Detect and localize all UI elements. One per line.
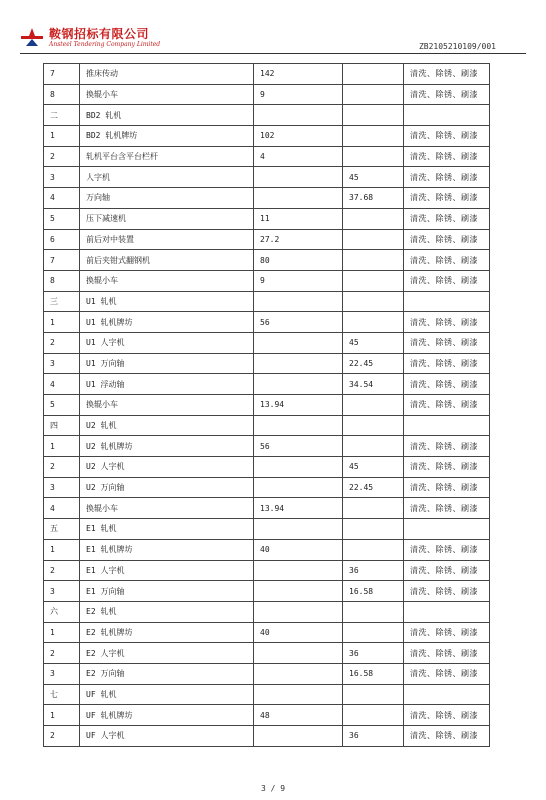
treatment-cell: 清洗、除锈、刷漆 — [404, 167, 490, 188]
table-body — [44, 64, 490, 747]
item-name-cell: U1 浮动轴 — [80, 374, 254, 395]
quantity-b-cell — [343, 415, 404, 436]
quantity-b-cell — [343, 270, 404, 291]
item-name-cell: E1 万向轴 — [80, 581, 254, 602]
quantity-a-cell: 56 — [254, 312, 343, 333]
treatment-cell — [404, 684, 490, 705]
quantity-a-cell — [254, 601, 343, 622]
row-number-cell: 4 — [44, 498, 80, 519]
quantity-b-cell: 16.58 — [343, 663, 404, 684]
row-number-cell: 2 — [44, 560, 80, 581]
table-row — [44, 643, 490, 664]
treatment-cell: 清洗、除锈、刷漆 — [404, 250, 490, 271]
quantity-b-cell — [343, 105, 404, 126]
table-row — [44, 415, 490, 436]
company-name: 鞍钢招标有限公司 — [49, 27, 150, 41]
treatment-cell: 清洗、除锈、刷漆 — [404, 436, 490, 457]
quantity-a-cell: 48 — [254, 705, 343, 726]
treatment-cell — [404, 601, 490, 622]
table-row — [44, 519, 490, 540]
item-name-cell: 轧机平台含平台栏杆 — [80, 146, 254, 167]
quantity-a-cell: 142 — [254, 64, 343, 85]
quantity-b-cell — [343, 146, 404, 167]
table-row — [44, 395, 490, 416]
item-name-cell: 前后夹钳式翻钢机 — [80, 250, 254, 271]
quantity-b-cell: 34.54 — [343, 374, 404, 395]
item-name-cell: U2 万向轴 — [80, 477, 254, 498]
quantity-a-cell — [254, 105, 343, 126]
quantity-b-cell: 45 — [343, 457, 404, 478]
row-number-cell: 四 — [44, 415, 80, 436]
treatment-cell: 清洗、除锈、刷漆 — [404, 353, 490, 374]
row-number-cell: 二 — [44, 105, 80, 126]
table-row — [44, 726, 490, 747]
item-name-cell: 换辊小车 — [80, 498, 254, 519]
row-number-cell: 7 — [44, 64, 80, 85]
item-name-cell: U1 轧机牌坊 — [80, 312, 254, 333]
item-name-cell: E1 轧机 — [80, 519, 254, 540]
quantity-a-cell — [254, 519, 343, 540]
table-row — [44, 208, 490, 229]
row-number-cell: 3 — [44, 167, 80, 188]
quantity-b-cell: 45 — [343, 167, 404, 188]
row-number-cell: 6 — [44, 229, 80, 250]
table-row — [44, 436, 490, 457]
item-name-cell: U2 人字机 — [80, 457, 254, 478]
treatment-cell: 清洗、除锈、刷漆 — [404, 581, 490, 602]
row-number-cell: 六 — [44, 601, 80, 622]
item-name-cell: E2 万向轴 — [80, 663, 254, 684]
item-name-cell: UF 轧机牌坊 — [80, 705, 254, 726]
row-number-cell: 2 — [44, 726, 80, 747]
treatment-cell: 清洗、除锈、刷漆 — [404, 560, 490, 581]
treatment-cell — [404, 519, 490, 540]
quantity-a-cell — [254, 581, 343, 602]
treatment-cell: 清洗、除锈、刷漆 — [404, 457, 490, 478]
ansteel-logo-icon — [20, 27, 44, 47]
treatment-cell: 清洗、除锈、刷漆 — [404, 332, 490, 353]
quantity-b-cell — [343, 436, 404, 457]
row-number-cell: 8 — [44, 270, 80, 291]
row-number-cell: 3 — [44, 477, 80, 498]
table-row — [44, 64, 490, 85]
item-name-cell: U1 人字机 — [80, 332, 254, 353]
item-name-cell: E1 轧机牌坊 — [80, 539, 254, 560]
table-row — [44, 270, 490, 291]
table-row — [44, 622, 490, 643]
table-row — [44, 560, 490, 581]
quantity-b-cell — [343, 684, 404, 705]
treatment-cell: 清洗、除锈、刷漆 — [404, 395, 490, 416]
item-name-cell: U1 万向轴 — [80, 353, 254, 374]
table-row — [44, 705, 490, 726]
treatment-cell: 清洗、除锈、刷漆 — [404, 208, 490, 229]
row-number-cell: 2 — [44, 457, 80, 478]
quantity-a-cell — [254, 643, 343, 664]
table-row — [44, 601, 490, 622]
document-code: ZB2105210109/001 — [418, 42, 496, 51]
item-name-cell: 前后对中装置 — [80, 229, 254, 250]
row-number-cell: 8 — [44, 84, 80, 105]
quantity-b-cell — [343, 539, 404, 560]
quantity-b-cell: 16.58 — [343, 581, 404, 602]
treatment-cell: 清洗、除锈、刷漆 — [404, 188, 490, 209]
row-number-cell: 3 — [44, 581, 80, 602]
quantity-b-cell — [343, 622, 404, 643]
quantity-b-cell — [343, 229, 404, 250]
row-number-cell: 1 — [44, 312, 80, 333]
page-header — [0, 0, 546, 60]
item-name-cell: 人字机 — [80, 167, 254, 188]
item-name-cell: 万向轴 — [80, 188, 254, 209]
table-row — [44, 539, 490, 560]
treatment-cell: 清洗、除锈、刷漆 — [404, 663, 490, 684]
table-row — [44, 477, 490, 498]
quantity-a-cell: 80 — [254, 250, 343, 271]
table-row — [44, 353, 490, 374]
table-row — [44, 84, 490, 105]
table-row — [44, 312, 490, 333]
table-row — [44, 126, 490, 147]
table-row — [44, 457, 490, 478]
quantity-b-cell: 37.68 — [343, 188, 404, 209]
quantity-a-cell: 4 — [254, 146, 343, 167]
quantity-a-cell — [254, 684, 343, 705]
quantity-b-cell — [343, 84, 404, 105]
row-number-cell: 2 — [44, 643, 80, 664]
quantity-b-cell — [343, 126, 404, 147]
treatment-cell: 清洗、除锈、刷漆 — [404, 539, 490, 560]
treatment-cell — [404, 105, 490, 126]
table-row — [44, 663, 490, 684]
quantity-a-cell — [254, 167, 343, 188]
item-name-cell: 压下减速机 — [80, 208, 254, 229]
quantity-b-cell: 22.45 — [343, 353, 404, 374]
quantity-a-cell — [254, 332, 343, 353]
item-name-cell: 换辊小车 — [80, 270, 254, 291]
row-number-cell: 三 — [44, 291, 80, 312]
quantity-b-cell — [343, 250, 404, 271]
quantity-b-cell: 36 — [343, 643, 404, 664]
quantity-a-cell: 11 — [254, 208, 343, 229]
table-row — [44, 167, 490, 188]
item-name-cell: E2 轧机 — [80, 601, 254, 622]
treatment-cell: 清洗、除锈、刷漆 — [404, 477, 490, 498]
quantity-a-cell: 13.94 — [254, 498, 343, 519]
quantity-a-cell — [254, 188, 343, 209]
header-divider — [20, 53, 526, 54]
item-name-cell: UF 人字机 — [80, 726, 254, 747]
treatment-cell: 清洗、除锈、刷漆 — [404, 498, 490, 519]
table-row — [44, 498, 490, 519]
row-number-cell: 1 — [44, 705, 80, 726]
item-name-cell: BD2 轧机牌坊 — [80, 126, 254, 147]
quantity-a-cell — [254, 415, 343, 436]
quantity-a-cell — [254, 353, 343, 374]
quantity-a-cell: 102 — [254, 126, 343, 147]
treatment-cell: 清洗、除锈、刷漆 — [404, 643, 490, 664]
table-row — [44, 188, 490, 209]
quantity-b-cell: 36 — [343, 726, 404, 747]
item-name-cell: U2 轧机牌坊 — [80, 436, 254, 457]
quantity-a-cell: 27.2 — [254, 229, 343, 250]
table-row — [44, 374, 490, 395]
quantity-b-cell — [343, 395, 404, 416]
quantity-b-cell: 45 — [343, 332, 404, 353]
quantity-a-cell — [254, 291, 343, 312]
quantity-b-cell — [343, 64, 404, 85]
treatment-cell: 清洗、除锈、刷漆 — [404, 146, 490, 167]
row-number-cell: 3 — [44, 663, 80, 684]
treatment-cell: 清洗、除锈、刷漆 — [404, 64, 490, 85]
table-row — [44, 105, 490, 126]
quantity-b-cell: 22.45 — [343, 477, 404, 498]
table-row — [44, 581, 490, 602]
treatment-cell: 清洗、除锈、刷漆 — [404, 374, 490, 395]
quantity-a-cell — [254, 477, 343, 498]
row-number-cell: 7 — [44, 250, 80, 271]
row-number-cell: 5 — [44, 208, 80, 229]
table-row — [44, 229, 490, 250]
quantity-b-cell — [343, 312, 404, 333]
row-number-cell: 5 — [44, 395, 80, 416]
quantity-b-cell: 36 — [343, 560, 404, 581]
page-number: 3 / 9 — [260, 784, 286, 793]
quantity-a-cell: 9 — [254, 270, 343, 291]
treatment-cell: 清洗、除锈、刷漆 — [404, 84, 490, 105]
treatment-cell — [404, 415, 490, 436]
quantity-a-cell: 56 — [254, 436, 343, 457]
item-name-cell: UF 轧机 — [80, 684, 254, 705]
quantity-a-cell: 13.94 — [254, 395, 343, 416]
table-row — [44, 146, 490, 167]
treatment-cell: 清洗、除锈、刷漆 — [404, 270, 490, 291]
quantity-a-cell — [254, 726, 343, 747]
row-number-cell: 2 — [44, 146, 80, 167]
quantity-b-cell — [343, 705, 404, 726]
quantity-b-cell — [343, 208, 404, 229]
quantity-a-cell: 9 — [254, 84, 343, 105]
treatment-cell — [404, 291, 490, 312]
treatment-cell: 清洗、除锈、刷漆 — [404, 229, 490, 250]
quantity-b-cell — [343, 601, 404, 622]
row-number-cell: 4 — [44, 374, 80, 395]
quantity-a-cell: 40 — [254, 622, 343, 643]
company-name-english: Ansteel Tendering Company Limited — [49, 41, 161, 48]
treatment-cell: 清洗、除锈、刷漆 — [404, 726, 490, 747]
equipment-table — [43, 63, 490, 747]
row-number-cell: 4 — [44, 188, 80, 209]
item-name-cell: U1 轧机 — [80, 291, 254, 312]
row-number-cell: 五 — [44, 519, 80, 540]
quantity-a-cell — [254, 457, 343, 478]
item-name-cell: E2 轧机牌坊 — [80, 622, 254, 643]
row-number-cell: 七 — [44, 684, 80, 705]
table-row — [44, 291, 490, 312]
table-row — [44, 332, 490, 353]
quantity-a-cell — [254, 663, 343, 684]
quantity-b-cell — [343, 291, 404, 312]
quantity-a-cell — [254, 560, 343, 581]
table-row — [44, 250, 490, 271]
row-number-cell: 2 — [44, 332, 80, 353]
item-name-cell: E2 人字机 — [80, 643, 254, 664]
quantity-a-cell — [254, 374, 343, 395]
row-number-cell: 1 — [44, 126, 80, 147]
treatment-cell: 清洗、除锈、刷漆 — [404, 622, 490, 643]
item-name-cell: U2 轧机 — [80, 415, 254, 436]
treatment-cell: 清洗、除锈、刷漆 — [404, 705, 490, 726]
quantity-a-cell: 40 — [254, 539, 343, 560]
quantity-b-cell — [343, 519, 404, 540]
table-row — [44, 684, 490, 705]
row-number-cell: 1 — [44, 539, 80, 560]
treatment-cell: 清洗、除锈、刷漆 — [404, 126, 490, 147]
quantity-b-cell — [343, 498, 404, 519]
item-name-cell: E1 人字机 — [80, 560, 254, 581]
item-name-cell: 换辊小车 — [80, 84, 254, 105]
row-number-cell: 3 — [44, 353, 80, 374]
item-name-cell: 换辊小车 — [80, 395, 254, 416]
item-name-cell: 推床传动 — [80, 64, 254, 85]
row-number-cell: 1 — [44, 622, 80, 643]
treatment-cell: 清洗、除锈、刷漆 — [404, 312, 490, 333]
item-name-cell: BD2 轧机 — [80, 105, 254, 126]
row-number-cell: 1 — [44, 436, 80, 457]
